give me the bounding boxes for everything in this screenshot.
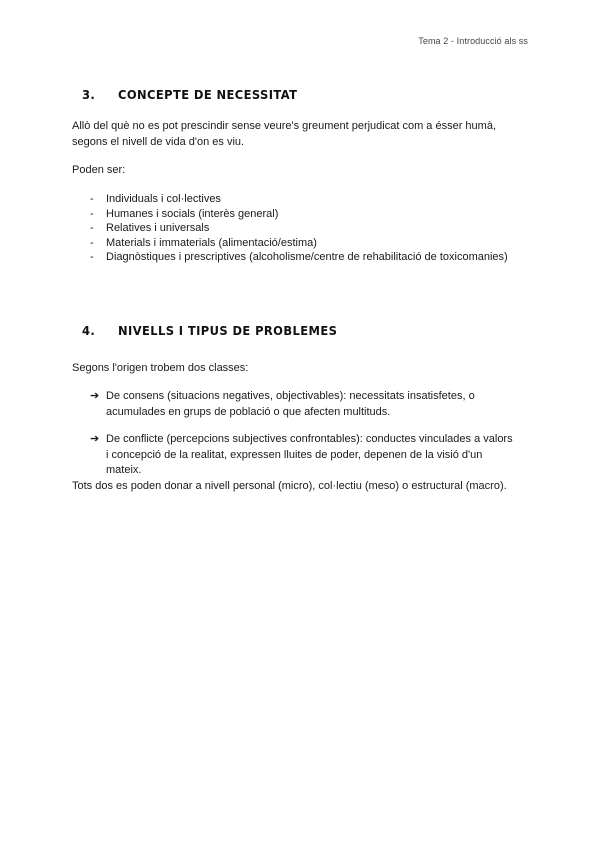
section-nivells-problemes — [72, 324, 532, 338]
list-intro-wrap — [72, 162, 532, 178]
list-item-text: Humanes i socials (interès general) — [106, 207, 279, 220]
dash-bullet: - — [90, 251, 94, 263]
list-item-text: Relatives i universals — [106, 222, 210, 234]
list-item — [72, 236, 532, 251]
list-item-text: Individuals i col·lectives — [106, 193, 221, 205]
dash-bullet: - — [90, 236, 94, 249]
needs-list — [72, 192, 532, 265]
list-item — [72, 250, 532, 265]
list-item — [72, 432, 532, 479]
list-intro: Poden ser: — [72, 164, 126, 176]
section-number: 4. — [82, 323, 96, 339]
list-item-text: Diagnòstiques i prescriptives (alcoholisme/centre de rehabilitació de toxicomanies) — [106, 251, 508, 263]
list-item — [72, 192, 532, 207]
arrow-right-icon: ➔ — [90, 433, 100, 445]
list-item — [72, 389, 532, 420]
definition-paragraph-wrap — [72, 118, 532, 150]
section-concepte-necessitat — [72, 88, 532, 102]
section-heading — [72, 324, 532, 339]
list-item-text: Materials i immaterials (alimentació/estima) — [106, 236, 317, 249]
dash-bullet: - — [90, 222, 94, 234]
dash-bullet: - — [90, 193, 94, 205]
problems-intro-wrap — [72, 360, 532, 376]
needs-list-wrap — [72, 192, 532, 265]
section-heading — [72, 88, 532, 103]
list-item — [72, 221, 532, 236]
section-title: CONCEPTE DE NECESSITAT — [118, 87, 298, 103]
running-header: Tema 2 - Introducció als ss — [418, 36, 528, 46]
list-item — [72, 207, 532, 222]
problems-list — [72, 389, 532, 479]
section-title: NIVELLS I TIPUS DE PROBLEMES — [118, 323, 338, 339]
conclusion-wrap — [72, 478, 532, 494]
conclusion-paragraph: Tots dos es poden donar a nivell personal (micro), col·lectiu (meso) o estructural (macro). — [72, 480, 507, 492]
dash-bullet: - — [90, 207, 94, 220]
problems-list-wrap — [72, 389, 532, 491]
list-item-text: De consens (situacions negatives, objectivables): necessitats insatisfetes, o acumulades en grups de població o que afecten multituds. — [106, 390, 475, 418]
section-number: 3. — [82, 87, 96, 103]
arrow-right-icon: ➔ — [90, 390, 100, 402]
definition-paragraph: Allò del què no es pot prescindir sense veure's greument perjudicat com a ésser humà, segons el nivell de vida d'on es viu. — [72, 120, 496, 148]
problems-intro: Segons l'origen trobem dos classes: — [72, 362, 249, 374]
list-item-text: De conflicte (percepcions subjectives confrontables): conductes vinculades a valors i concepció de la realitat, expressen lluites de poder, depenen de la visió d'un mateix. — [106, 433, 513, 476]
